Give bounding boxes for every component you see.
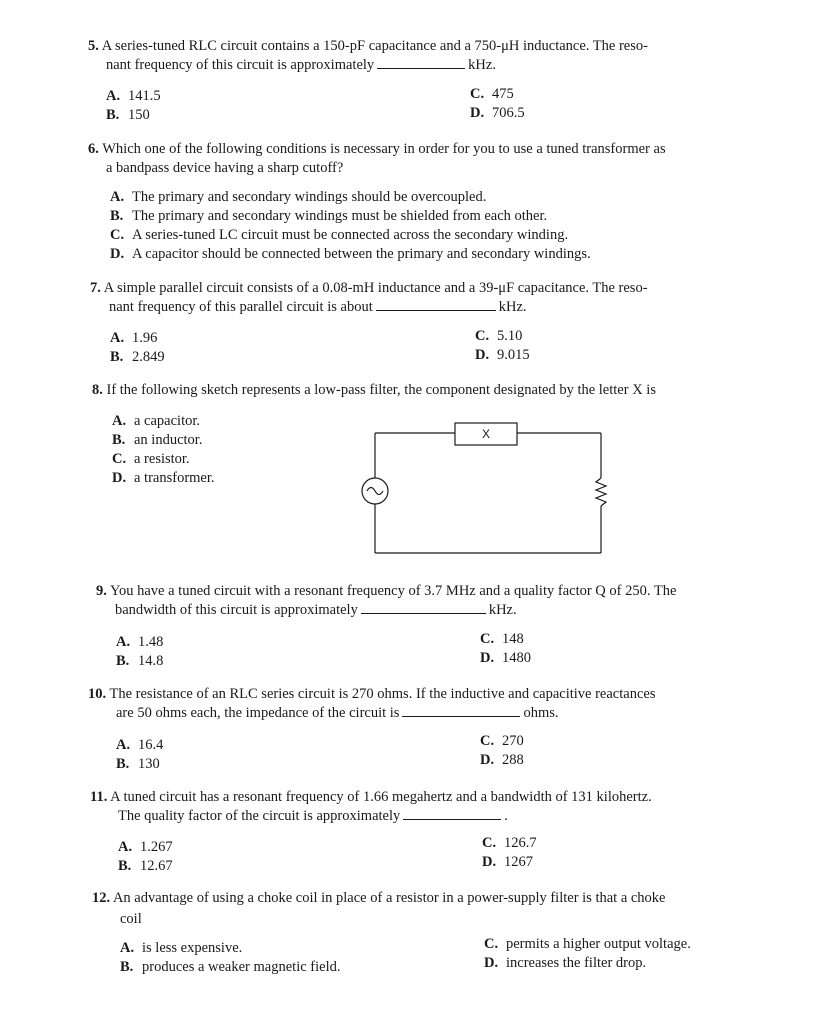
component-x-label: X: [481, 427, 491, 441]
question-5-line1: [88, 37, 648, 55]
option-c[interactable]: C. 270: [480, 733, 524, 749]
option-d[interactable]: D. 706.5: [470, 105, 525, 121]
question-11-line2: The quality factor of the circuit is approximately .: [118, 808, 508, 824]
option-c[interactable]: C. 5.10: [475, 328, 523, 344]
question-12-line1: 12. An advantage of using a choke coil in place of a resistor in a power-supply filter is that a choke: [92, 890, 666, 906]
option-a[interactable]: A. The primary and secondary windings should be overcoupled.: [110, 189, 487, 205]
answer-blank: [402, 706, 520, 717]
option-d[interactable]: D. A capacitor should be connected between the primary and secondary windings.: [110, 246, 591, 262]
option-b[interactable]: B. The primary and secondary windings must be shielded from each other.: [110, 208, 548, 224]
option-c[interactable]: C. 475: [470, 86, 514, 102]
sine-wave-icon: [367, 488, 383, 495]
option-b[interactable]: B. 150: [106, 107, 150, 123]
option-d[interactable]: D. 1267: [482, 854, 533, 870]
option-c[interactable]: C. 126.7: [482, 835, 537, 851]
answer-blank: [376, 300, 496, 311]
question-10-line2: are 50 ohms each, the impedance of the circuit is ohms.: [116, 705, 559, 721]
question-9-line2: bandwidth of this circuit is approximately kHz.: [115, 602, 517, 618]
question-8-line1: 8. If the following sketch represents a low-pass filter, the component designated by the letter X is: [92, 382, 656, 398]
option-a[interactable]: A. 1.48: [116, 634, 164, 650]
option-b[interactable]: B. an inductor.: [112, 432, 203, 448]
option-c[interactable]: C. permits a higher output voltage.: [484, 936, 691, 952]
option-b[interactable]: B. 12.67: [118, 858, 173, 874]
option-a[interactable]: A. is less expensive.: [120, 940, 243, 956]
question-10-line1: 10. The resistance of an RLC series circuit is 270 ohms. If the inductive and capacitive reactances: [88, 686, 656, 702]
option-b[interactable]: B. produces a weaker magnetic field.: [120, 959, 341, 975]
question-11-line1: 11. A tuned circuit has a resonant frequency of 1.66 megahertz and a bandwidth of 131 kilohertz.: [90, 789, 652, 805]
option-b[interactable]: B. 130: [116, 756, 160, 772]
option-b[interactable]: B. 14.8: [116, 653, 164, 669]
option-a[interactable]: A. 1.96: [110, 330, 158, 346]
question-7-line2: nant frequency of this parallel circuit is about kHz.: [109, 299, 527, 315]
question-12-line2: coil: [120, 911, 142, 927]
question-text: A series-tuned RLC circuit contains a 150-pF capacitance and a 750-μH inductance. The reso-: [101, 38, 648, 54]
load-resistor-icon: [596, 478, 606, 506]
low-pass-filter-diagram: [350, 415, 620, 560]
question-5-line2: nant frequency of this circuit is approximately kHz.: [106, 57, 496, 73]
question-9-line1: 9. You have a tuned circuit with a resonant frequency of 3.7 MHz and a quality factor Q of 250. The: [96, 583, 677, 599]
option-d[interactable]: D. a transformer.: [112, 470, 215, 486]
option-d[interactable]: D. 288: [480, 752, 524, 768]
option-a[interactable]: A. 1.267: [118, 839, 173, 855]
option-d[interactable]: D. 1480: [480, 650, 531, 666]
option-a[interactable]: A. 16.4: [116, 737, 164, 753]
option-d[interactable]: D. increases the filter drop.: [484, 955, 647, 971]
option-c[interactable]: C. A series-tuned LC circuit must be connected across the secondary winding.: [110, 227, 569, 243]
question-6-line1: 6. Which one of the following conditions is necessary in order for you to use a tuned transformer as: [88, 141, 666, 157]
option-c[interactable]: C. a resistor.: [112, 451, 190, 467]
question-number: 5.: [88, 38, 99, 54]
question-7-line1: 7. A simple parallel circuit consists of a 0.08-mH inductance and a 39-μF capacitance. The reso-: [90, 280, 648, 296]
option-d[interactable]: D. 9.015: [475, 347, 530, 363]
question-6-line2: a bandpass device having a sharp cutoff?: [106, 160, 344, 176]
option-b[interactable]: B. 2.849: [110, 349, 165, 365]
answer-blank: [361, 603, 486, 614]
answer-blank: [403, 809, 501, 820]
option-c[interactable]: C. 148: [480, 631, 524, 647]
answer-blank: [377, 58, 465, 69]
option-a[interactable]: A. 141.5: [106, 88, 161, 104]
option-a[interactable]: A. a capacitor.: [112, 413, 201, 429]
